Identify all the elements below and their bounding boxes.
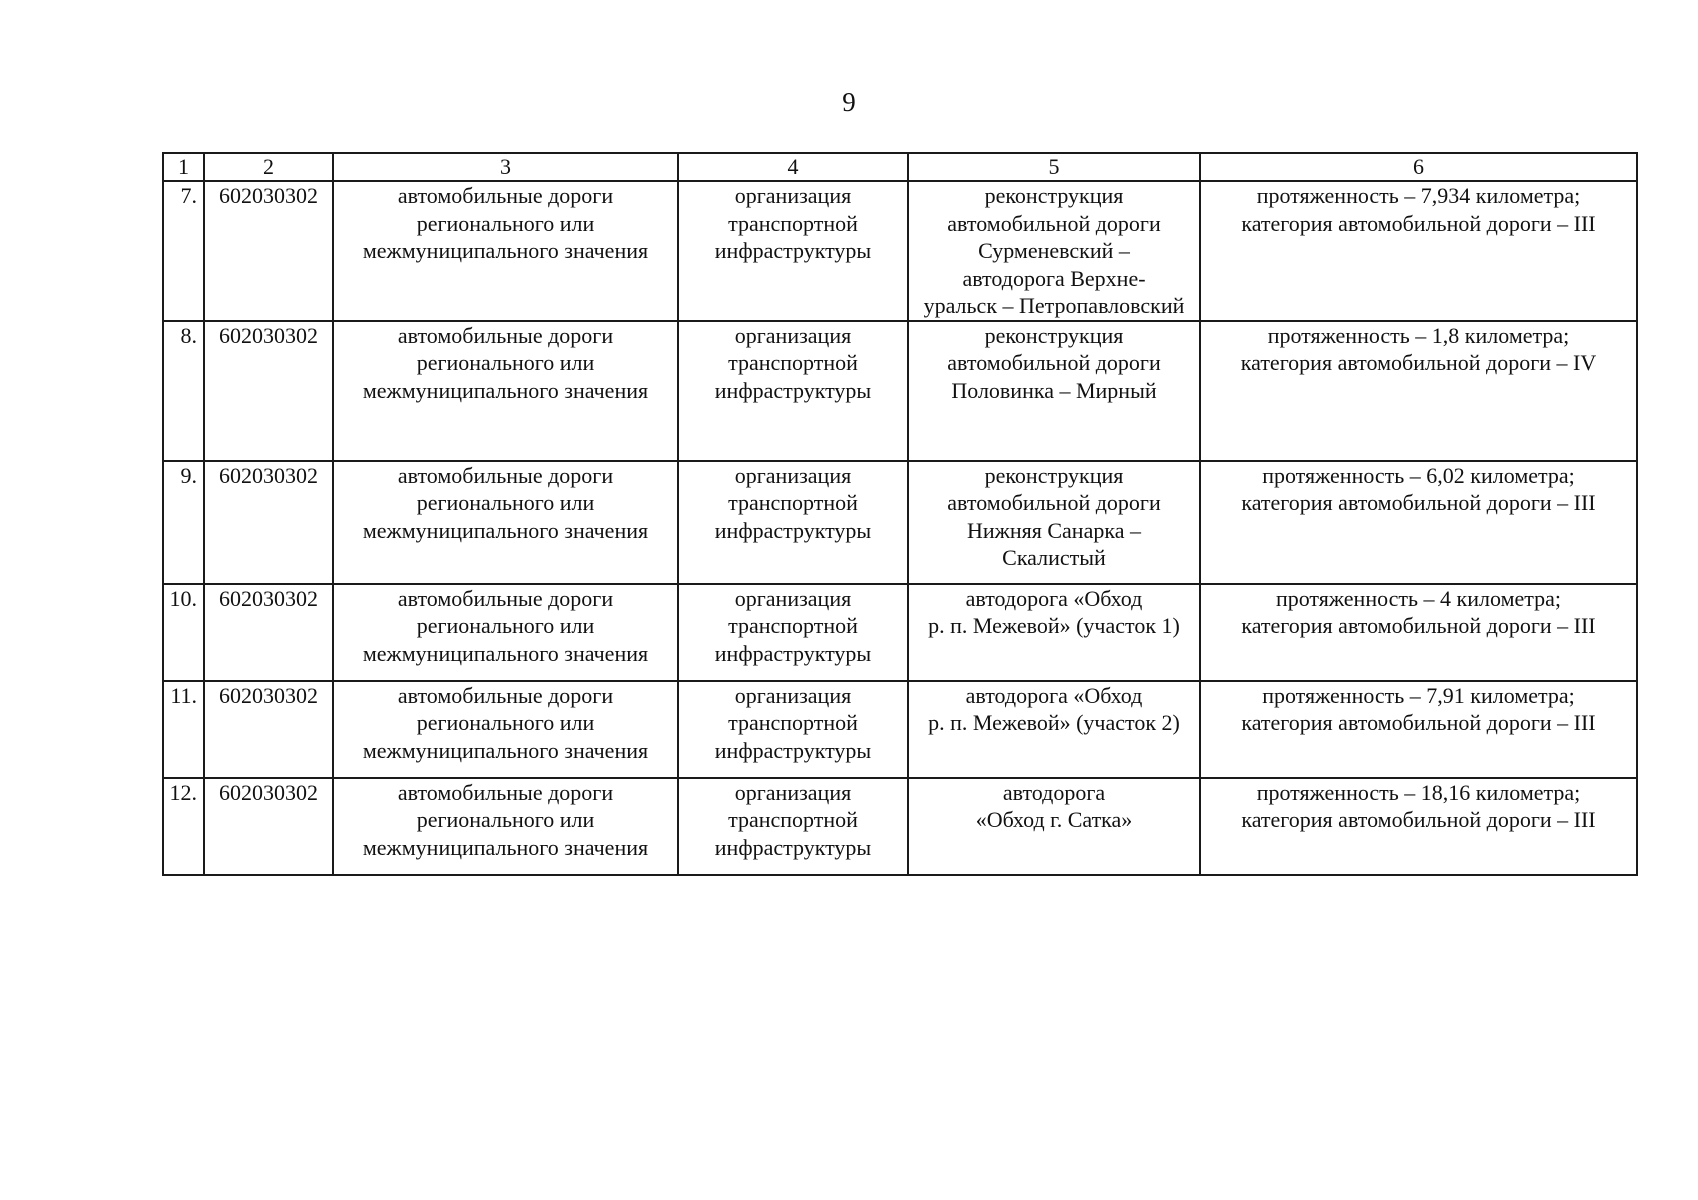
object-characteristics: протяженность – 4 километра; категория автомобильной дороги – III (1200, 584, 1637, 681)
object-name: реконструкция автомобильной дороги Нижняя Санарка – Скалистый (908, 461, 1200, 584)
column-header: 2 (204, 153, 333, 181)
row-number: 12. (163, 778, 204, 875)
object-code: 602030302 (204, 321, 333, 461)
table-row (163, 321, 1637, 461)
object-purpose: организация транспортной инфраструктуры (678, 681, 908, 778)
object-purpose: организация транспортной инфраструктуры (678, 321, 908, 461)
column-header: 6 (1200, 153, 1637, 181)
column-header: 4 (678, 153, 908, 181)
object-type: автомобильные дороги регионального или межмуниципального значения (333, 461, 678, 584)
object-characteristics: протяженность – 1,8 километра; категория автомобильной дороги – IV (1200, 321, 1637, 461)
objects-table (162, 152, 1638, 876)
object-characteristics: протяженность – 7,934 километра; категория автомобильной дороги – III (1200, 181, 1637, 321)
object-name: автодорога «Обход р. п. Межевой» (участок 2) (908, 681, 1200, 778)
table-row (163, 681, 1637, 778)
row-number: 10. (163, 584, 204, 681)
table-row (163, 181, 1637, 321)
object-type: автомобильные дороги регионального или межмуниципального значения (333, 321, 678, 461)
row-number: 11. (163, 681, 204, 778)
object-purpose: организация транспортной инфраструктуры (678, 778, 908, 875)
object-name: реконструкция автомобильной дороги Половинка – Мирный (908, 321, 1200, 461)
table-row (163, 584, 1637, 681)
table-row (163, 778, 1637, 875)
row-number: 7. (163, 181, 204, 321)
column-header: 5 (908, 153, 1200, 181)
object-name: реконструкция автомобильной дороги Сурменевский – автодорога Верхне- уральск – Петропавловский (908, 181, 1200, 321)
object-type: автомобильные дороги регионального или межмуниципального значения (333, 778, 678, 875)
row-number: 9. (163, 461, 204, 584)
object-purpose: организация транспортной инфраструктуры (678, 181, 908, 321)
object-code: 602030302 (204, 681, 333, 778)
object-type: автомобильные дороги регионального или межмуниципального значения (333, 584, 678, 681)
object-purpose: организация транспортной инфраструктуры (678, 461, 908, 584)
table-row (163, 461, 1637, 584)
table-header-row (163, 153, 1637, 181)
object-code: 602030302 (204, 181, 333, 321)
object-characteristics: протяженность – 18,16 километра; категория автомобильной дороги – III (1200, 778, 1637, 875)
object-purpose: организация транспортной инфраструктуры (678, 584, 908, 681)
page-number: 9 (842, 87, 856, 117)
object-type: автомобильные дороги регионального или межмуниципального значения (333, 181, 678, 321)
column-header: 3 (333, 153, 678, 181)
column-header: 1 (163, 153, 204, 181)
object-code: 602030302 (204, 584, 333, 681)
object-name: автодорога «Обход г. Сатка» (908, 778, 1200, 875)
object-code: 602030302 (204, 778, 333, 875)
object-characteristics: протяженность – 7,91 километра; категория автомобильной дороги – III (1200, 681, 1637, 778)
object-code: 602030302 (204, 461, 333, 584)
object-type: автомобильные дороги регионального или межмуниципального значения (333, 681, 678, 778)
row-number: 8. (163, 321, 204, 461)
object-name: автодорога «Обход р. п. Межевой» (участок 1) (908, 584, 1200, 681)
object-characteristics: протяженность – 6,02 километра; категория автомобильной дороги – III (1200, 461, 1637, 584)
